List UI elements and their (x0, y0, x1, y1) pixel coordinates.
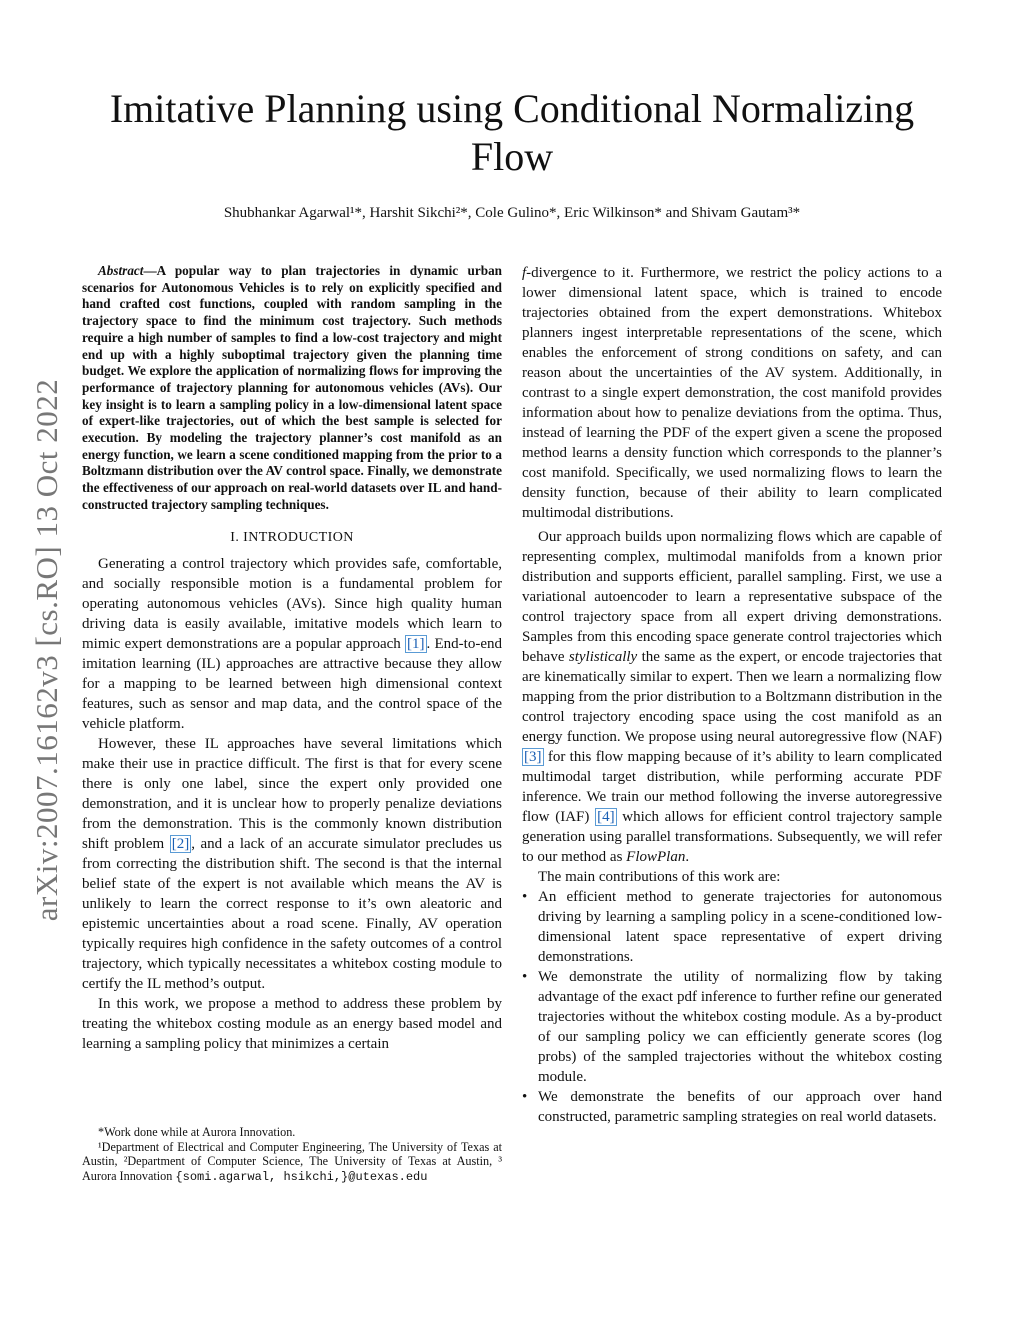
intro-p1-text-b: . End-to-end imitation learning (IL) approaches are attractive because they allow for a mapping to be learned between high dimensional context features, such as sensor and map data, and the control space of the vehicle platform. (82, 635, 502, 732)
right-p2-text-d: which allows for efficient control trajectory sample generation using parallel transformations. Subsequently, we will refer to our method as (522, 809, 942, 865)
method-name: FlowPlan (626, 849, 686, 865)
arxiv-identifier-text: arXiv:2007.16162v3 [cs.RO] 13 Oct 2022 (29, 378, 64, 922)
right-p2-text-e: . (685, 849, 690, 865)
intro-paragraph-1 (82, 554, 502, 734)
intro-p1-text-a: Generating a control trajectory which provides safe, comfortable, and socially responsible motion is a fundamental problem for operating autonomous vehicles (AVs). Since high quality human driving data is easily available, imitative models which learn to mimic expert demonstrations are a popular approach (82, 555, 502, 652)
arxiv-identifier (22, 350, 72, 950)
abstract (82, 263, 502, 514)
section-heading-introduction: I. INTRODUCTION (230, 529, 354, 545)
list-item: • We demonstrate the utility of normalizing flow by taking advantage of the exact pdf inference to further refine our generated trajectories without the whitebox costing module. As a by-product of our sampling policy we can efficiently generate scores (log probs) of the sampled trajectories without the whitebox costing module. (522, 967, 942, 1087)
list-item: • An efficient method to generate trajectories for autonomous driving by learning a sampling policy in a scene-conditioned low-dimensional latent space representative of expert driving demonstrations. (522, 887, 942, 967)
right-p2-text-a: Our approach builds upon normalizing flows which are capable of representing complex, multimodal manifolds from a known prior distribution and supports efficient, parallel sampling. First, we use a variational autoencoder to learn a representative subspace of the control trajectory space from all expert driving demonstrations. Samples from this encoding space generate control trajectories which behave (522, 529, 942, 665)
contributions-list (522, 887, 942, 1127)
list-item: • We demonstrate the benefits of our approach over hand constructed, parametric sampling strategies on real world datasets. (522, 1087, 942, 1127)
emphasis-stylistically: stylistically (568, 649, 638, 665)
citation-link[interactable]: [1] (407, 635, 425, 652)
intro-paragraph-2 (82, 734, 502, 994)
abstract-label: Abstract (98, 263, 144, 278)
abstract-text: —A popular way to plan trajectories in dynamic urban scenarios for Autonomous Vehicles is to rely on explicitly specified and hand crafted cost functions, coupled with random sampling in the trajectory space to find the minimum cost trajectory. Such methods require a high number of samples to find a low-cost trajectory and might end up with a highly suboptimal trajectory given the planning time budget. We explore the application of normalizing flows for improving the performance of trajectory planning for autonomous vehicles (AVs). Our key insight is to learn a sampling policy in a low-dimensional latent space of expert-like trajectories, out of which the best sample is selected for execution. By modeling the trajectory planner’s cost manifold as an energy function, we learn a scene conditioned mapping from the prior to a Boltzmann distribution over the AV control space. Finally, we demonstrate the effectiveness of our approach on real-world datasets over IL and hand-constructed trajectory sampling techniques. (82, 263, 502, 512)
footnote-affiliation-text: ¹Department of Electrical and Computer Engineering, The University of Texas at Austin, ²Department of Computer Science, The University of Texas at Austin, ³ Aurora Innovation (82, 1139, 502, 1183)
citation-link[interactable]: [4] (597, 809, 615, 825)
right-p2-text-b: the same as the expert, or encode trajectories that are kinematically similar to expert. Then we learn a normalizing flow mapping from the prior distribution to a Boltzmann distribution in the control trajectory encoding space using the cost manifold as an energy function. We propose using neural autoregressive flow (NAF) (522, 649, 942, 745)
author-emails: {somi.agarwal, hsikchi,}@utexas.edu (175, 1169, 428, 1184)
f-symbol: f (522, 265, 527, 281)
footnote-work-done: *Work done while at Aurora Innovation. (98, 1125, 296, 1139)
footnotes (82, 1125, 502, 1184)
right-paragraph-2 (522, 527, 942, 867)
right-column (522, 263, 942, 1127)
intro-paragraph-3: In this work, we propose a method to address these problem by treating the whitebox costing module as an energy based model and learning a sampling policy that minimizes a certain (82, 995, 502, 1052)
right-p2-text-c: for this flow mapping because of it’s ability to learn complicated multimodal target distribution, while performing accurate PDF inference. We train our method following the inverse autoregressive flow (IAF) (522, 749, 942, 825)
left-column (82, 263, 502, 1054)
paper-title: Imitative Planning using Conditional Normalizing Flow (109, 86, 915, 179)
footnote-affiliations (82, 1140, 502, 1185)
intro-p2-text-a: However, these IL approaches have several limitations which make their use in practice difficult. The first is that for every scene there is only one label, since the expert only provided one demonstration, and it is unclear how to properly penalize deviations from the demonstration. This is the commonly known distribution shift problem (82, 735, 502, 852)
contributions-intro: The main contributions of this work are: (538, 869, 781, 885)
citation-link[interactable]: [2] (171, 835, 190, 852)
right-p1-text: -divergence to it. Furthermore, we restrict the policy actions to a lower dimensional latent space, which is trained to encode trajectories obtained from the expert demonstrations. Whitebox planners ingest interpretable representations of the scene, which enables the enforcement of strong conditions on safety, and can reason about the uncertainties of the AV system. Additionally, in contrast to a single expert demonstration, the cost manifold provides information about how to penalize deviations from the optima. Thus, instead of learning the PDF of the expert given a scene the proposed method learns a density function which corresponds to the planner’s cost manifold. Specifically, we used normalizing flows to learn the density function, because of their ability to learn complicated multimodal distributions. (522, 265, 942, 521)
citation-link[interactable]: [3] (524, 749, 542, 765)
right-paragraph-1 (522, 263, 942, 523)
intro-p2-text-b: , and a lack of an accurate simulator precludes us from correcting the distribution shift. The second is that the internal belief state of the expert is not available which means the AV is unlikely to learn the correct response to it’s own aleatoric and epistemic uncertainties about a road scene. Finally, AV operation typically requires high confidence in the safety outcomes of a control trajectory, which typically necessitates a whitebox costing module to certify the IL method’s output. (82, 835, 503, 992)
author-list: Shubhankar Agarwal¹*, Harshit Sikchi²*, Cole Gulino*, Eric Wilkinson* and Shivam Gautam³* (223, 205, 801, 221)
